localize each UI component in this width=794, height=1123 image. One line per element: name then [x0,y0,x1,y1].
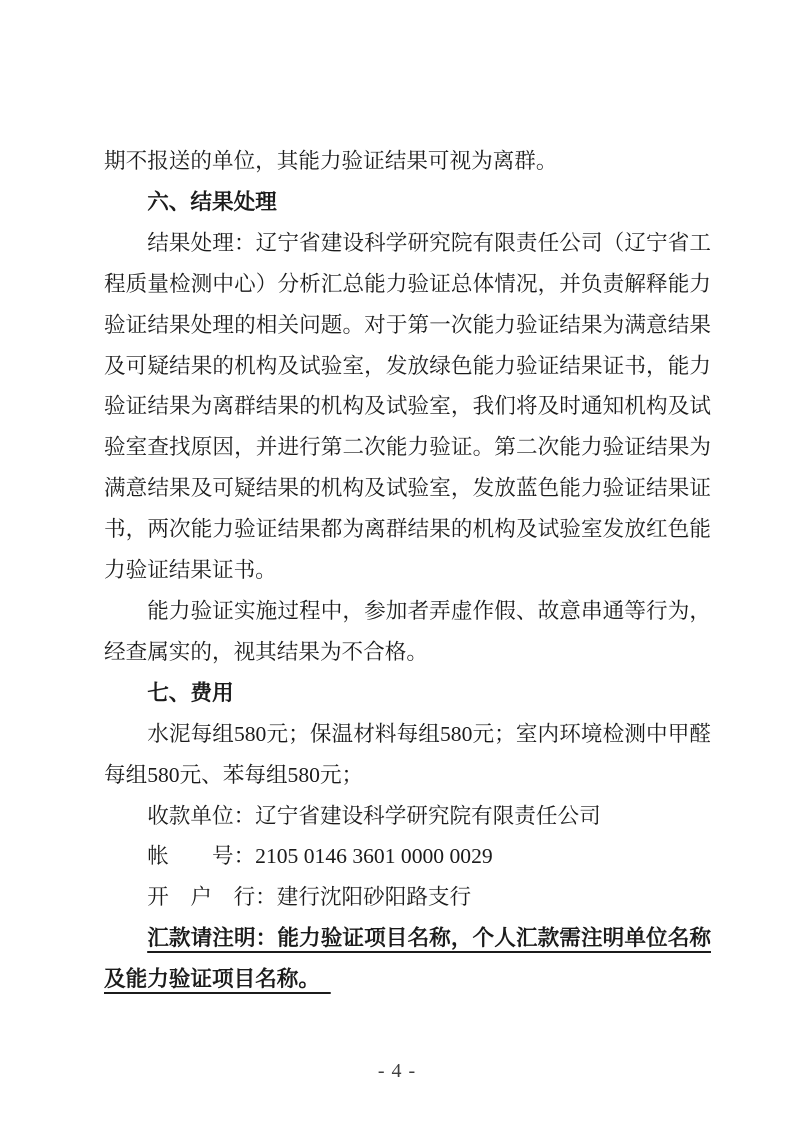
page-body [104,141,711,1000]
paragraph-fraud-clause: 能力验证实施过程中，参加者弄虚作假、故意串通等行为，经查属实的，视其结果为不合格。 [104,598,711,664]
paragraph-fee-pricing: 水泥每组580元；保温材料每组580元；室内环境检测中甲醛每组580元、苯每组580元； [104,721,711,787]
line-bank-branch: 开 户 行：建行沈阳砂阳路支行 [147,885,472,910]
paragraph-remittance-note: 汇款请注明：能力验证项目名称，个人汇款需注明单位名称及能力验证项目名称。 [104,926,711,992]
section-heading-fees: 七、费用 [147,680,234,705]
page-number: - 4 - [377,1060,417,1082]
section-heading-results-handling: 六、结果处理 [147,189,277,214]
line-account-number: 帐 号：2105 0146 3601 0000 0029 [147,844,493,869]
line-payee-unit: 收款单位：辽宁省建设科学研究院有限责任公司 [147,803,601,828]
page-footer [0,1059,794,1083]
paragraph-results-handling: 结果处理：辽宁省建设科学研究院有限责任公司（辽宁省工程质量检测中心）分析汇总能力验证总体情况，并负责解释能力验证结果处理的相关问题。对于第一次能力验证结果为满意结果及可疑结果的机构及试验室，发放绿色能力验证结果证书，能力验证结果为离群结果的机构及试验室，我们将及时通知机构及试验室查找原因，并进行第二次能力验证。第二次能力验证结果为满意结果及可疑结果的机构及试验室，发放蓝色能力验证结果证书，两次能力验证结果都为离群结果的机构及试验室发放红色能力验证结果证书。 [104,230,711,583]
paragraph-intro-continuation: 期不报送的单位，其能力验证结果可视为离群。 [104,149,558,173]
